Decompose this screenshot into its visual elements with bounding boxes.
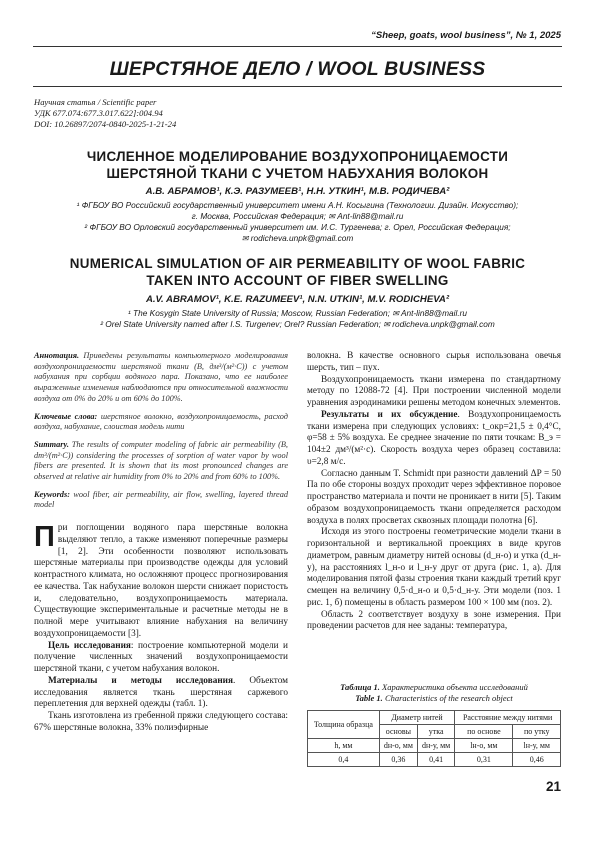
- table-cell: 0,41: [417, 753, 454, 767]
- table-cell: 0,4: [308, 753, 380, 767]
- mail-icon: ✉: [328, 212, 335, 221]
- body-paragraph: волокна. В качестве основного сырья использована овечья шерсть, тип – пух.: [307, 351, 561, 373]
- article-type: Научная статья / Scientific paper: [34, 97, 157, 107]
- table-subheader: основы: [379, 725, 417, 739]
- table-subheader: по утку: [513, 725, 561, 739]
- authors-en: A.V. ABRAMOV¹, K.E. RAZUMEEV¹, N.N. UTKIN¹, M.V. RODICHEVA²: [145, 294, 450, 305]
- left-column: [34, 351, 288, 735]
- table-caption-en: Table 1. Characteristics of the research object: [355, 693, 513, 703]
- data-table: [307, 710, 561, 767]
- email-en-2[interactable]: rodicheva.unpk@gmail.com: [392, 319, 495, 329]
- table-header-row: [308, 711, 561, 725]
- table-cell: 0,31: [455, 753, 513, 767]
- affiliations-en: [34, 308, 561, 330]
- table-row: [308, 739, 561, 753]
- section-title: ШЕРСТЯНОЕ ДЕЛО / WOOL BUSINESS: [109, 58, 486, 80]
- body-paragraph: Воздухопроницаемость ткани измерена по стандартному методу по 12088-72 [4]. При построении численной модели уравнения аэродинамики решены методом конечных элементов.: [307, 374, 561, 408]
- right-column: [307, 351, 561, 633]
- table-cell: dн-о, мм: [379, 739, 417, 753]
- abstract-ru: Аннотация. Приведены результаты компьютерного моделирования воздухопроницаемости шерстяной ткани (B, дм³/(м²·С)) с учетом набухания при сорбции водяного пара. Показано, что ее наиболее выраженные изменения наблюдаются при относительной влажности воздуха от 0% до 20% и от 60% до 100%.: [34, 351, 288, 403]
- table-caption-ru: Таблица 1. Характеристика объекта исследований: [340, 682, 528, 692]
- affiliations-ru: [34, 200, 561, 244]
- body-paragraph: Исходя из этого построены геометрические модели ткани в горизонтальной и вертикальной проекциях в виде кругов диаметром, равным диаметру нитей основы (d_н-о) и утка (d_н-у), на расстояниях l_н-о и l_н-у друг от друга (рис. 1, а). Для моделирования пятой фазы строения ткани каждый третий круг смещен на величину 0,5·d_н-о и 0,5·d_н-у. Эти модели (поз. 1 рис. 1, б) помещены в область размером 100 × 100 мм (поз. 2).: [307, 527, 561, 608]
- authors-ru: А.В. АБРАМОВ¹, К.Э. РАЗУМЕЕВ¹, Н.Н. УТКИН¹, М.В. РОДИЧЕВА²: [145, 186, 450, 197]
- table-header: Толщина образца: [308, 711, 380, 739]
- table-header: Расстояние между нитями: [455, 711, 561, 725]
- section-rule: [33, 86, 562, 87]
- table-caption: [307, 682, 561, 704]
- affil-ru-2: ² ФГБОУ ВО Орловский государственный университет им. И.С. Тургенева; г. Орел, Российская Федерация;: [84, 222, 511, 232]
- table-cell: h, мм: [308, 739, 380, 753]
- title-en: [34, 255, 561, 289]
- body-paragraph: Область 2 соответствует воздуху в зоне измерения. При проведении расчетов для нее заданы: температура,: [307, 609, 561, 632]
- mail-icon: ✉: [241, 234, 249, 243]
- methods-paragraph: Материалы и методы исследования. Объектом исследования является ткань шерстяная саржевого переплетения для верхней одежды (табл. 1).: [34, 675, 288, 710]
- title-ru-line1: ЧИСЛЕННОЕ МОДЕЛИРОВАНИЕ ВОЗДУХОПРОНИЦАЕМОСТИ: [86, 149, 509, 164]
- table-header: Диаметр нитей: [379, 711, 454, 725]
- composition-paragraph: Ткань изготовлена из гребенной пряжи следующего состава: 67% шерстяные волокна, 33% полиэфирные: [34, 711, 288, 733]
- affil-en-2: ² Orel State University named after I.S. Turgenev; Orel? Russian Federation;: [100, 319, 381, 329]
- affil-en-1: ¹ The Kosygin State University of Russia; Moscow, Russian Federation;: [127, 308, 390, 318]
- article-meta: [34, 97, 176, 131]
- table-cell: lн-о, мм: [455, 739, 513, 753]
- affil-ru-1-city: г. Москва, Российская Федерация;: [191, 211, 326, 221]
- abstract-en: Summary. The results of computer modeling of fabric air permeability (B, dm³/(m²·C)) considering the processes of sorption of water vapor by wool fibers are presented. It is shown that its most pronounced changes are observed at relative air humidity from 0% to 20% and from 60% to 100%.: [34, 439, 288, 482]
- table-cell: dн-у, мм: [417, 739, 454, 753]
- table-cell: lн-у, мм: [513, 739, 561, 753]
- title-en-line2: TAKEN INTO ACCOUNT OF FIBER SWELLING: [146, 273, 449, 288]
- table-subheader: утка: [417, 725, 454, 739]
- results-paragraph: Результаты и их обсуждение. Воздухопроницаемость ткани измерена при следующих условиях: t_окр=21,5 ± 0,4°С, φ=58 ± 5% воздуха. Ее среднее значение по пяти точкам: B_э = 104±2 дм³/(м²·с). Скорость воздуха через образец составила: υ=2,8 м/с.: [307, 409, 561, 467]
- title-ru-line2: ШЕРСТЯНОЙ ТКАНИ С УЧЕТОМ НАБУХАНИЯ ВОЛОКОН: [106, 166, 489, 181]
- goal-paragraph: Цель исследования: построение компьютерной модели и получение численных значений воздухопроницаемости шерстяной ткани, с учетом набухания волокон.: [34, 640, 288, 675]
- email-ru-1[interactable]: Ant-lin88@mail.ru: [337, 211, 404, 221]
- affil-ru-1: ¹ ФГБОУ ВО Российский государственный университет имени А.Н. Косыгина (Технологии. Дизайн. Искусство);: [76, 200, 519, 210]
- doi: DOI: 10.26897/2074-0840-2025-1-21-24: [34, 119, 177, 130]
- drop-cap: П: [34, 521, 55, 554]
- keywords-ru: Ключевые слова: шерстяное волокно, воздухопроницаемость, расход воздуха, набухание, слоистая модель нити: [34, 411, 288, 432]
- table-cell: 0,36: [379, 753, 417, 767]
- body-paragraph: Согласно данным T. Schmidt при разности давлений ΔP = 50 Па по обе стороны воздух проходит через эффективное поровое пространство материала и почти не проникает в нити [5]. Таким образом воздухопроницаемость ткани определяется расходом воздуха в полях просветах сквозных площади полотна [6].: [307, 468, 561, 526]
- mail-icon: ✉: [392, 309, 399, 318]
- table-row: [308, 753, 561, 767]
- intro-paragraph: При поглощении водяного пара шерстяные волокна выделяют тепло, а также изменяют поперечные размеры [1, 2]. Эти особенности позволяют использовать шерстяные материалы при производстве одежды для условий контрастного климата, но осложняют процесс прогнозирования ее качества. Так набухание волокон шерсти снижает пористость и, следовательно, воздухопроницаемость материала. Существующие экспериментальные и расчетные методы не в полной мере учитывают влияние набухания на величину воздухопроницаемости [3].: [34, 521, 288, 639]
- page-number: 21: [545, 779, 561, 794]
- mail-icon: ✉: [383, 320, 390, 329]
- title-ru: [34, 148, 561, 182]
- udc: УДК 677.074:677.3.017.622]:004.94: [34, 108, 163, 119]
- journal-header: “Sheep, goats, wool business”, № 1, 2025: [371, 30, 561, 41]
- keywords-en: Keywords: wool fiber, air permeability, air flow, swelling, layered thread model: [34, 489, 288, 510]
- table-subheader: по основе: [455, 725, 513, 739]
- title-en-line1: NUMERICAL SIMULATION OF AIR PERMEABILITY OF WOOL FABRIC: [69, 256, 526, 271]
- email-ru-2[interactable]: rodicheva.unpk@gmail.com: [250, 233, 354, 243]
- table-cell: 0,46: [513, 753, 561, 767]
- email-en-1[interactable]: Ant-lin88@mail.ru: [400, 308, 468, 318]
- header-rule: [33, 46, 562, 47]
